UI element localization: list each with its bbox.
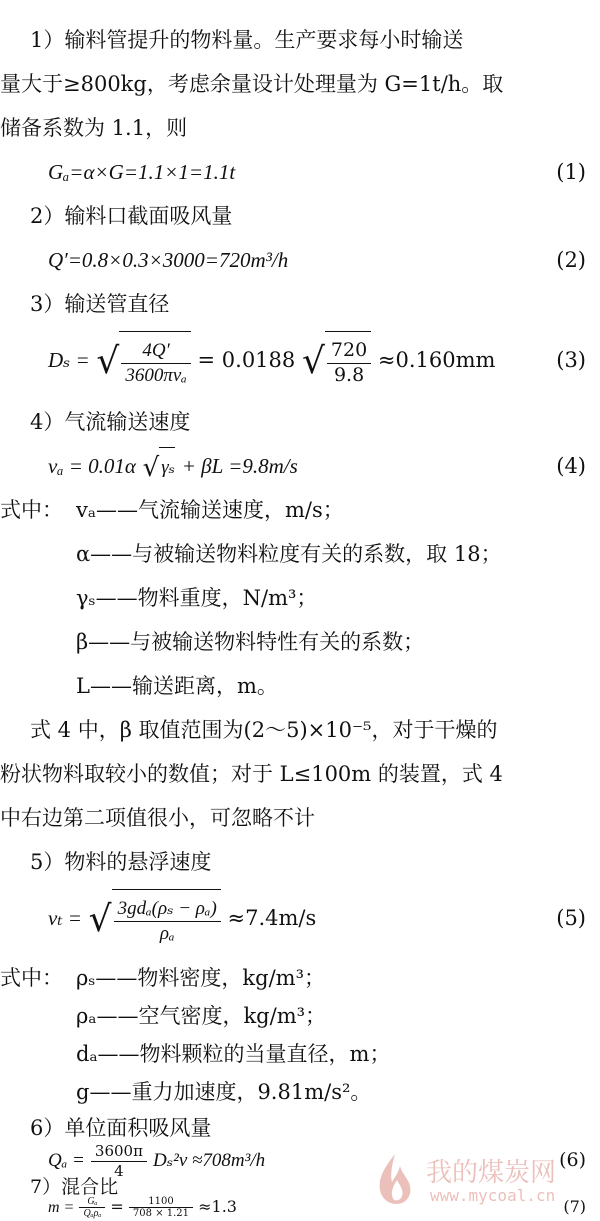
s5-heading: 5）物料的悬浮速度	[30, 850, 212, 874]
equation-6-lhs: Qₐ =	[48, 1150, 85, 1171]
equation-6-fraction-denominator: 4	[91, 1161, 147, 1181]
equation-3-fraction-2	[327, 339, 371, 388]
s4-heading: 4）气流输送速度	[30, 410, 191, 434]
equation-1	[48, 152, 600, 192]
equation-6-number: (6)	[559, 1149, 586, 1171]
equation-3	[48, 330, 600, 390]
equation-6-fraction-numerator: 3600π	[94, 1141, 143, 1160]
s4-note-line2: 粉状物料取较小的数值；对于 L≤100m 的装置，式 4	[0, 762, 503, 786]
s1-line3: 储备系数为 1.1，则	[0, 116, 188, 140]
equation-3-fraction-1-denominator: 3600πvₐ	[121, 363, 191, 388]
s6-heading: 6）单位面积吸风量	[30, 1116, 212, 1140]
equation-4-right: + βL =9.8m/s	[181, 454, 298, 478]
equation-3-number: (3)	[556, 348, 586, 372]
s7-heading: 7）混合比	[30, 1176, 119, 1198]
s4-def-l: L——输送距离，m。	[76, 674, 278, 698]
equation-3-sqrt-2: √ $\frac{720}{9.8}$	[302, 331, 371, 393]
equation-4-sqrt-body: γₛ	[159, 447, 175, 488]
s4-def-alpha: α——与被输送物料粒度有关的系数，取 18；	[76, 542, 502, 566]
equation-1-body: Gₐ=α×G=1.1×1=1.1t	[48, 160, 236, 184]
s5-def-rho-s: ρₛ——物料密度，kg/m³；	[76, 966, 325, 990]
s4-def-va: vₐ——气流输送速度，m/s；	[76, 498, 344, 522]
equation-5	[48, 888, 600, 948]
equation-5-lhs: vₜ =	[48, 906, 82, 930]
flame-logo-icon	[370, 1150, 420, 1206]
equation-7-fraction-1-denominator: Qₐρₐ	[79, 1207, 105, 1219]
equation-5-fraction	[114, 897, 221, 946]
s4-where-intro: 式中：	[0, 498, 63, 522]
equation-2-number: (2)	[556, 248, 586, 272]
equation-7-fraction-1-numerator: Gₐ	[87, 1196, 98, 1207]
equation-5-sqrt: √ $\frac{\text{3gdₐ(ρₛ − ρₐ)}}{\text{ρₐ}}$	[89, 889, 221, 951]
equation-3-fraction-1-numerator: 4Q′	[142, 340, 170, 361]
equation-7-fraction-1	[79, 1196, 105, 1219]
watermark-title: 我的煤炭网	[426, 1158, 557, 1188]
equation-4-left: vₐ = 0.01α	[48, 454, 136, 478]
watermark-url: www.mycoal.cn	[430, 1186, 556, 1205]
equation-7-number: (7)	[563, 1197, 586, 1216]
equation-5-result: ≈7.4m/s	[227, 906, 317, 930]
equation-3-sqrt-1: √ $\frac{4Q'}{\text{3600πvₐ}}$	[96, 331, 190, 393]
equation-7-result: ≈1.3	[198, 1197, 237, 1216]
equation-3-result: ≈0.160mm	[377, 348, 496, 372]
equation-5-fraction-denominator: ρₐ	[114, 921, 221, 946]
s2-heading: 2）输料口截面吸风量	[30, 204, 233, 228]
equation-6-rest: Dₛ²v ≈708m³/h	[153, 1150, 266, 1171]
equation-7-fraction-2	[129, 1196, 193, 1219]
equation-3-mid: = 0.0188	[197, 348, 296, 372]
equation-2-body: Q′=0.8×0.3×3000=720m³/h	[48, 248, 289, 272]
s4-note-line1: 式 4 中，β 取值范围为(2～5)×10⁻⁵，对于干燥的	[30, 718, 498, 742]
equation-5-fraction-numerator: 3gdₐ(ρₛ − ρₐ)	[117, 898, 217, 919]
equation-4-sqrt: √ γₛ	[143, 447, 175, 489]
equation-4	[48, 446, 600, 486]
s5-def-da: dₐ——物料颗粒的当量直径，m；	[76, 1042, 391, 1066]
equation-1-number: (1)	[556, 160, 586, 184]
s1-line2: 量大于≥800kg，考虑余量设计处理量为 G=1t/h。取	[0, 72, 504, 96]
s4-def-gamma: γₛ——物料重度，N/m³；	[76, 586, 318, 610]
equation-3-lhs: Dₛ =	[48, 348, 90, 372]
s5-def-rho-a: ρₐ——空气密度，kg/m³；	[76, 1004, 327, 1028]
equation-3-fraction-1	[121, 339, 191, 388]
s5-def-g: g——重力加速度，9.81m/s²。	[76, 1080, 372, 1104]
equation-7-equals: =	[110, 1197, 124, 1216]
equation-7-fraction-2-numerator: 1100	[148, 1196, 174, 1207]
equation-3-fraction-2-numerator: 720	[330, 339, 368, 361]
watermark	[370, 1150, 595, 1210]
equation-2	[48, 240, 600, 280]
equation-4-number: (4)	[556, 454, 586, 478]
s3-heading: 3）输送管直径	[30, 292, 170, 316]
s4-def-beta: β——与被输送物料特性有关的系数；	[76, 630, 425, 654]
equation-3-fraction-2-denominator: 9.8	[327, 363, 371, 388]
equation-6-fraction	[91, 1142, 147, 1181]
s1-heading: 1）输料管提升的物料量。生产要求每小时输送	[30, 28, 464, 52]
equation-5-number: (5)	[556, 906, 586, 930]
equation-7-lhs: m =	[48, 1199, 75, 1216]
s4-note-line3: 中右边第二项值很小，可忽略不计	[0, 806, 315, 830]
equation-7-fraction-2-denominator: 708 × 1.21	[129, 1207, 193, 1219]
s5-where-intro: 式中：	[0, 966, 63, 990]
